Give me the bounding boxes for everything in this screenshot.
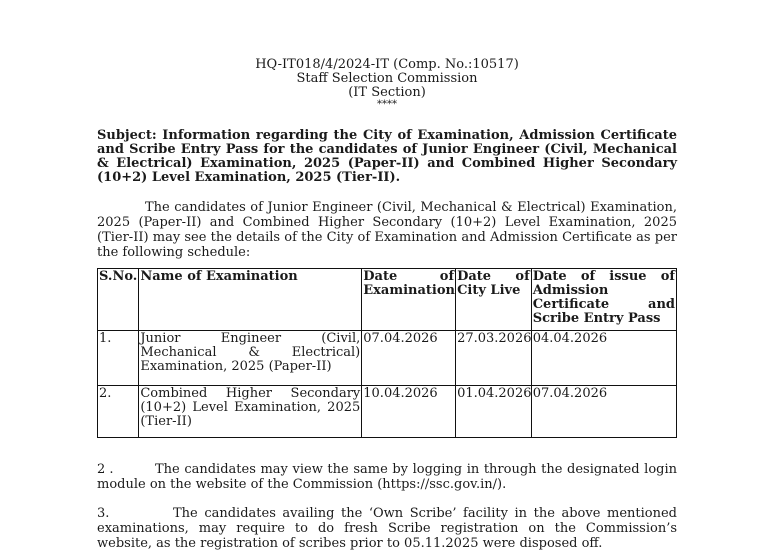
reference-number: HQ-IT018/4/2024-IT (Comp. No.:10517)	[255, 57, 519, 72]
header-exam-date: Date of Examination	[362, 269, 456, 331]
paragraph-number: 3.	[97, 506, 110, 521]
table-row	[98, 386, 677, 438]
cell-sno: 2.	[98, 386, 139, 438]
cell-sno: 1.	[98, 331, 139, 386]
cell-city-live: 27.03.2026	[456, 331, 532, 386]
paragraph-text: The candidates may view the same by logging in through the designated login module on the website of the Commission (https://ssc.gov.in/).	[97, 462, 677, 492]
paragraph-text: The candidates availing the ‘Own Scribe’ facility in the above mentioned examinations, may require to do fresh Scribe registration on the Commission’s website, as the registration of scribes prior to 05.11.2025 were disposed off.	[97, 506, 677, 551]
header-exam-name: Name of Examination	[139, 269, 362, 331]
header-sno: S.No.	[98, 269, 139, 331]
section-name: (IT Section)	[348, 85, 426, 100]
cell-exam-date: 10.04.2026	[362, 386, 456, 438]
organization-name: Staff Selection Commission	[296, 71, 478, 86]
cell-admit-date: 07.04.2026	[531, 386, 676, 438]
cell-admit-date: 04.04.2026	[531, 331, 676, 386]
table-header-row	[98, 269, 677, 331]
schedule-table	[97, 268, 677, 438]
document-page	[97, 58, 677, 551]
subject-line: Subject: Information regarding the City of Examination, Admission Certificate and Scribe Entry Pass for the candidates of Junior Engineer (Civil, Mechanical & Electrical) Examination, 2025 (Paper-II) and Combined Higher Secondary (10+2) Level Examination, 2025 (Tier-II).	[97, 128, 677, 185]
cell-exam-name: Junior Engineer (Civil, Mechanical & Electrical) Examination, 2025 (Paper-II)	[139, 331, 362, 386]
cell-city-live: 01.04.2026	[456, 386, 532, 438]
table-row	[98, 331, 677, 386]
cell-exam-date: 07.04.2026	[362, 331, 456, 386]
separator: ****	[377, 99, 397, 110]
paragraph-1: The candidates of Junior Engineer (Civil, Mechanical & Electrical) Examination, 2025 (Paper-II) and Combined Higher Secondary (10+2) Level Examination, 2025 (Tier-II) may see the details of the City of Examination and Admission Certificate as per the following schedule:	[97, 200, 677, 260]
header-admit-date: Date of issue of Admission Certificate and Scribe Entry Pass	[531, 269, 676, 331]
header-city-live: Date of City Live	[456, 269, 532, 331]
paragraph-2	[97, 462, 677, 492]
document-header	[97, 58, 677, 110]
cell-exam-name: Combined Higher Secondary (10+2) Level Examination, 2025 (Tier-II)	[139, 386, 362, 438]
paragraph-number: 2 .	[97, 462, 114, 477]
